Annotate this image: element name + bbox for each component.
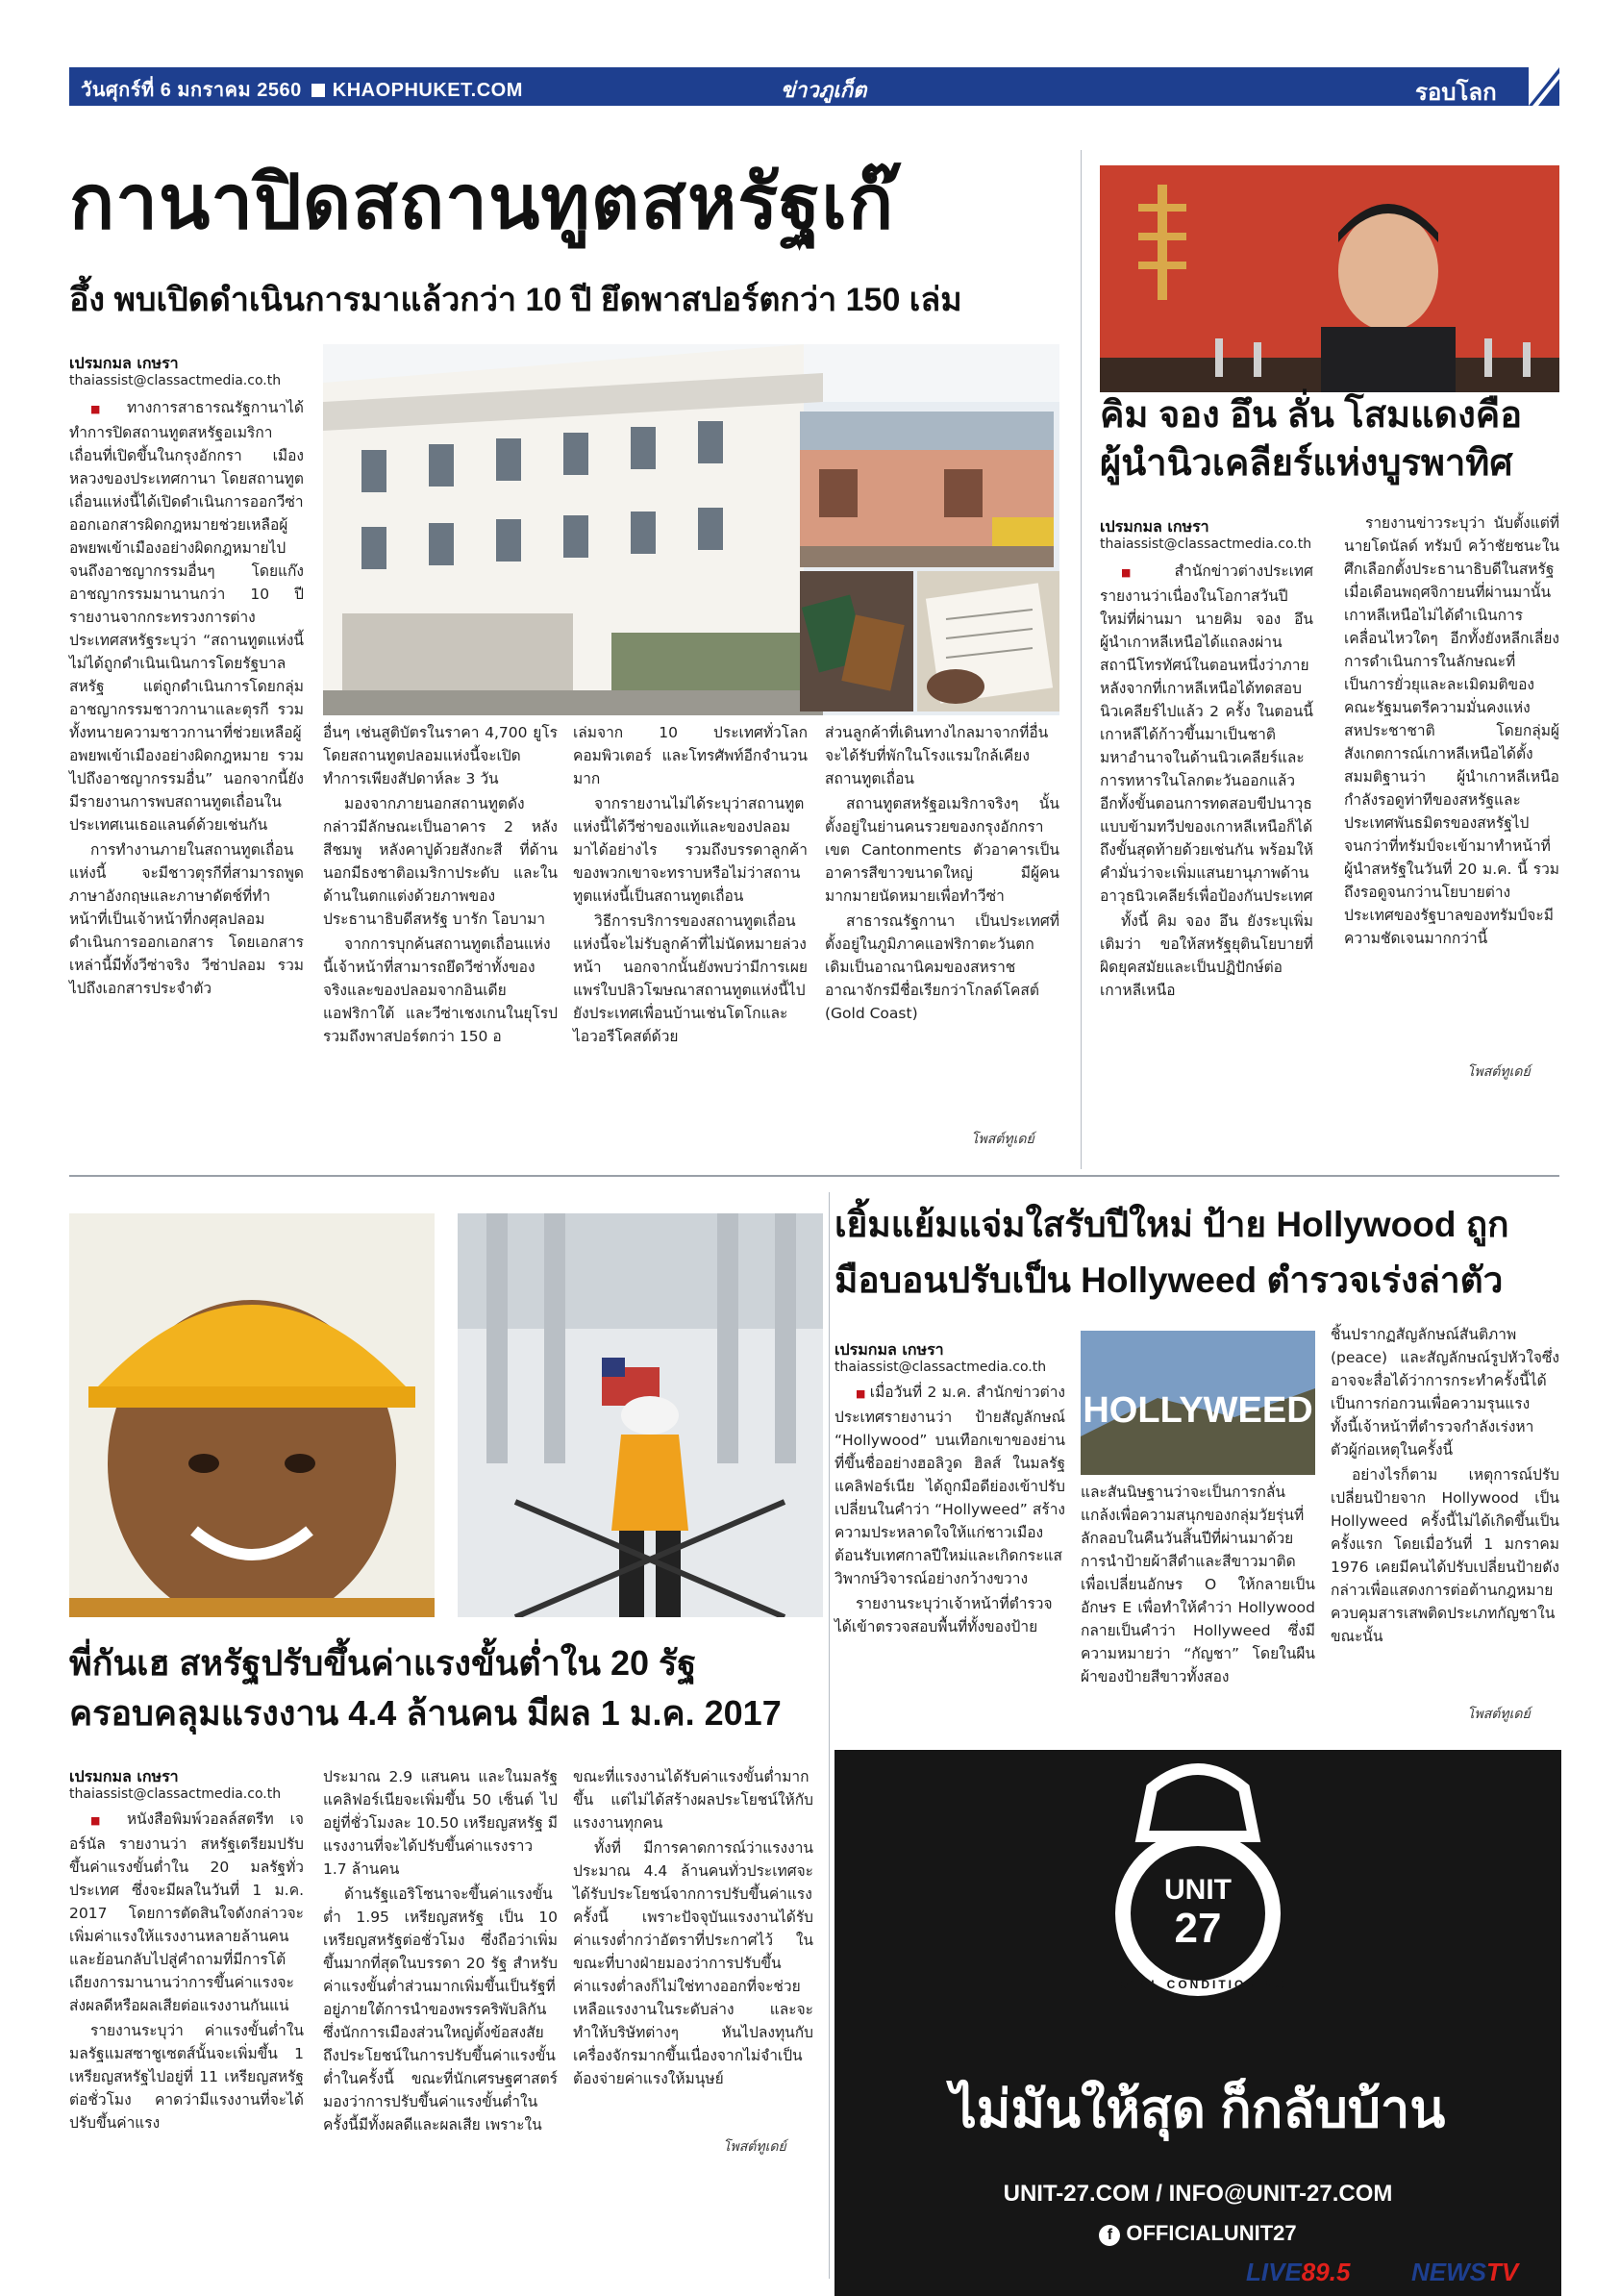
story4-column-1 bbox=[69, 1808, 304, 2136]
paragraph: ขณะที่แรงงานได้รับค่าแรงขั้นต่ำมากขึ้น แต่ไม่ได้สร้างผลประโยชน์ให้กับแรงงานทุกคน bbox=[573, 1768, 813, 1832]
live-logo-frequency: 89.5 bbox=[1301, 2258, 1351, 2286]
pink-house-photo bbox=[800, 412, 1054, 567]
live-logo-text: LIVE bbox=[1246, 2258, 1302, 2286]
issue-date bbox=[81, 74, 523, 105]
worker-helmet-photo bbox=[69, 1213, 435, 1617]
story3-headline-line1: เยิ้มแย้มแจ่มใสรับปีใหม่ ป้าย Hollywood ถูก bbox=[834, 1205, 1509, 1244]
site-name[interactable]: KHAOPHUKET.COM bbox=[332, 80, 523, 101]
paragraph: ■ เมื่อวันที่ 2 ม.ค. สำนักข่าวต่างประเทศรายงานว่า ป้ายสัญลักษณ์ “Hollywood” บนเทือกเขาของย่านที่ขึ้นชื่ออย่างฮอลิวูด ฮิลส์ ในมลรัฐแคลิฟอร์เนีย ได้ถูกมือดีย่องเข้าปรับเปลี่ยนในคำว่า “Hollyweed” สร้างความประหลาดใจให้แก่ชาวเมืองต้อนรับเทศกาลปีใหม่และเกิดกระแสวิพากษ์วิจารณ์อย่างกว้างขวาง bbox=[834, 1381, 1065, 1590]
paragraph: ส่วนลูกค้าที่เดินทางไกลมาจากที่อื่นจะได้รับที่พักในโรงแรมใกล้เคียงสถานทูตเถื่อน bbox=[825, 724, 1049, 787]
story4-headline-line1: พี่กันเฮ สหรัฐปรับขึ้นค่าแรงขั้นต่ำใน 20 รัฐ bbox=[69, 1643, 697, 1683]
story1-column-1 bbox=[69, 396, 304, 1002]
section-divider bbox=[69, 1175, 1559, 1177]
story4-headline-line2: ครอบคลุมแรงงาน 4.4 ล้านคน มีผล 1 ม.ค. 2017 bbox=[69, 1693, 782, 1733]
unit27-brand-top: UNIT bbox=[1164, 1874, 1232, 1906]
news-tv-logo bbox=[1411, 2258, 1518, 2287]
corner-arrow-icon bbox=[1529, 67, 1559, 106]
hollyweed-sign-photo bbox=[1081, 1331, 1315, 1475]
ad-slogan: ไม่มันให้สุด ก็กลับบ้าน bbox=[950, 2081, 1446, 2138]
facebook-handle: OFFICIALUNIT27 bbox=[1126, 2221, 1297, 2245]
facebook-icon: f bbox=[1099, 2225, 1120, 2246]
kim-jong-un-photo bbox=[1100, 165, 1559, 392]
story1-subhead: อึ้ง พบเปิดดำเนินการมาแล้วกว่า 10 ปี ยึดพาสปอร์ตกว่า 150 เล่ม bbox=[69, 282, 962, 318]
story2-byline-email[interactable]: thaiassist@classactmedia.co.th bbox=[1100, 537, 1312, 552]
date-text: วันศุกร์ที่ 6 มกราคม 2560 bbox=[81, 80, 302, 101]
story3-credit: โพสต์ทูเดย์ bbox=[1467, 1707, 1531, 1722]
story1-credit: โพสต์ทูเดย์ bbox=[971, 1132, 1034, 1147]
paragraph: มองจากภายนอกสถานทูตดังกล่าวมีลักษณะเป็นอาคาร 2 หลังสีชมพู หลังคาปูด้วยสังกะสี ที่ด้านนอกมีธงชาติอเมริกาประดับ และในด้านในตกแต่งด้วยภาพของประธานาธิบดีสหรัฐ บารัก โอบามา bbox=[323, 795, 558, 928]
live-radio-logo bbox=[1246, 2258, 1350, 2287]
story1-column-4 bbox=[825, 721, 1059, 1027]
unit27-ring-text: TOTAL CONDITIONING bbox=[1108, 1978, 1287, 1991]
story1-byline-name: เปรมกมล เกษรา bbox=[69, 354, 179, 372]
story3-column-3 bbox=[1331, 1323, 1559, 1650]
news-logo-tv: TV bbox=[1486, 2258, 1519, 2286]
documents-photo bbox=[917, 571, 1059, 711]
ad-website[interactable]: UNIT-27.COM / INFO@UNIT-27.COM bbox=[1003, 2181, 1393, 2207]
unit27-advertisement[interactable] bbox=[834, 1750, 1561, 2296]
unit27-kettlebell-logo-icon bbox=[834, 1750, 1561, 2058]
paragraph: วิธีการบริการของสถานทูตเถื่อนแห่งนี้จะไม่รับลูกค้าที่ไม่นัดหมายล่วงหน้า นอกจากนั้นยังพบว่ามีการเผยแพร่ใบปลิวโฆษณาสถานทูตแห่งนี้ไปยังประเทศเพื่อนบ้านเช่นโตโกและไอวอรีโคสต์ด้วย bbox=[573, 912, 808, 1045]
paragraph: ด้านรัฐแอริโซนาจะขึ้นค่าแรงขั้นต่ำ 1.95 เหรียญสหรัฐ เป็น 10 เหรียญสหรัฐต่อชั่วโมง ซึ่งถือว่าเพิ่มขึ้นมากที่สุดในบรรดา 20 รัฐ สำหรับค่าแรงขั้นต่ำส่วนมากเพิ่มขึ้นเป็นรัฐที่อยู่ภายใต้การนำของพรรคริพับลิกัน ซึ่งนักการเมืองส่วนใหญ่ตั้งข้อสงสัยถึงประโยชน์ในการปรับขึ้นค่าแรงขั้นต่ำในครั้งนี้ ขณะที่นักเศรษฐศาสตร์มองว่าการปรับขึ้นค่าแรงขั้นต่ำในครั้งนี้มีทั้งผลดีและผลเสีย เพราะใน bbox=[323, 1885, 558, 2134]
story3-column-2 bbox=[1081, 1481, 1315, 1690]
story4-column-2 bbox=[323, 1765, 558, 2138]
story4-byline-email[interactable]: thaiassist@classactmedia.co.th bbox=[69, 1786, 282, 1802]
paragraph: อื่นๆ เช่นสูติบัตรในราคา 4,700 ยูโร โดยสถานทูตปลอมแห่งนี้จะเปิดทำการเพียงสัปดาห์ละ 3 วัน bbox=[323, 724, 558, 787]
paragraph: ทั้งที่ มีการคาดการณ์ว่าแรงงานประมาณ 4.4 ล้านคนทั่วประเทศจะได้รับประโยชน์จากการปรับขึ้นค่าแรงครั้งนี้ เพราะปัจจุบันแรงงานได้รับค่าแรงต่ำกว่าอัตราที่ประกาศไว้ ในขณะที่บางฝ่ายมองว่าการปรับขึ้นค่าแรงต่ำลงก็ไม่ใช่ทางออกที่จะช่วยเหลือแรงงานในระดับล่าง และจะทำให้บริษัทต่างๆ หันไปลงทุนกับเครื่องจักรมากขึ้นเนื่องจากไม่จำเป็นต้องจ่ายค่าแรงให้มนุษย์ bbox=[573, 1839, 813, 2087]
story2-headline-line1: คิม จอง อึน ลั่น โสมแดงคือ bbox=[1100, 395, 1523, 436]
passports-photo bbox=[800, 571, 913, 711]
story2-column-1 bbox=[1100, 560, 1313, 1004]
story1-column-3 bbox=[573, 721, 808, 1050]
paragraph: อย่างไรก็ตาม เหตุการณ์ปรับเปลี่ยนป้ายจาก Hollywood เป็น Hollyweed ครั้งนี้ไม่ได้เกิดขึ้นเป็นครั้งแรก โดยเมื่อวันที่ 1 มกราคม 1976 เคยมีคนได้ปรับเปลี่ยนป้ายดังกล่าวเพื่อแสดงการต่อต้านกฎหมายควบคุมสารเสพติดประเภทกัญชาในขณะนั้น bbox=[1331, 1466, 1559, 1645]
unit27-brand-number: 27 bbox=[1174, 1905, 1222, 1952]
story2-byline-name: เปรมกมล เกษรา bbox=[1100, 517, 1209, 536]
story4-column-3 bbox=[573, 1765, 813, 2092]
paragraph: ชิ้นปรากฏสัญลักษณ์สันติภาพ (peace) และสัญลักษณ์รูปหัวใจซึ่งอาจจะสื่อได้ว่าการกระทำครั้งนี้ได้เป็นการก่อกวนเพื่อความรุนแรง ทั้งนี้เจ้าหน้าที่ตำรวจกำลังเร่งหาตัวผู้ก่อเหตุในครั้งนี้ bbox=[1331, 1326, 1559, 1459]
story3-headline-line2: มือบอนปรับเป็น Hollyweed ตำรวจเร่งล่าตัว bbox=[834, 1260, 1504, 1300]
paragraph: จากรายงานไม่ได้ระบุว่าสถานทูตแห่งนี้ได้วีซ่าของแท้และของปลอมมาได้อย่างไร รวมถึงบรรดาลูกค้าของพวกเขาจะทราบหรือไม่ว่าสถานทูตแห่งนี้เป็นสถานทูตเถื่อน bbox=[573, 795, 808, 905]
story2-column-2 bbox=[1344, 512, 1559, 952]
paragraph: รายงานข่าวระบุว่า นับตั้งแต่ที่นายโดนัลด์ ทรัมป์ คว้าชัยชนะในศึกเลือกตั้งประธานาธิบดีในสหรัฐเมื่อเดือนพฤศจิกายนที่ผ่านมานั้นเกาหลีเหนือไม่ได้ดำเนินการเคลื่อนไหวใดๆ อีกทั้งยังหลีกเลี่ยงการดำเนินการในลักษณะที่เป็นการยั่วยุและละเมิดมติของคณะรัฐมนตรีความมั่นคงแห่งสหประชาชาติ โดยกลุ่มผู้สังเกตการณ์เกาหลีเหนือได้ตั้งสมมติฐานว่า ผู้นำเกาหลีเหนือกำลังรอดูท่าทีของสหรัฐและประเทศพันธมิตรของสหรัฐไปจนกว่าที่ทรัมป์จะเข้ามาทำหน้าที่ผู้นำสหรัฐในวันที่ 20 ม.ค. นี้ รวมถึงรอดูจนกว่านโยบายต่างประเทศของรัฐบาลของทรัมป์จะมีความชัดเจนมากกว่านี้ bbox=[1344, 514, 1559, 947]
paragraph: รายงานระบุว่าเจ้าหน้าที่ตำรวจได้เข้าตรวจสอบพื้นที่ทั้งของป้าย bbox=[834, 1595, 1053, 1635]
story4-byline-name: เปรมกมล เกษรา bbox=[69, 1767, 179, 1785]
paragraph: ■ ทางการสาธารณรัฐกานาได้ทำการปิดสถานทูตสหรัฐอเมริกาเถื่อนที่เปิดขึ้นในกรุงอักกรา เมืองหลวงของประเทศกานา โดยสถานทูตเถื่อนแห่งนี้ได้เปิดดำเนินการออกวีซ่า ออกเอกสารผิดกฎหมายช่วยเหลือผู้อพยพเข้าเมืองอย่างผิดกฎหมายไปจนถึงอาชญากรรมอื่นๆ โดยแก๊งอาชญากรรมมานานกว่า 10 ปี รายงานจากกระทรวงการต่างประเทศสหรัฐระบุว่า “สถานทูตแห่งนี้ไม่ได้ถูกดำเนินเนินการโดยรัฐบาลสหรัฐ แต่ถูกดำเนินการโดยกลุ่มอาชญากรรมชาวกานาและตุรกี รวมทั้งทนายความชาวกานาที่ช่วยเหลือผู้อพยพเข้าเมืองอย่างผิดกฎหมาย รวมไปถึงอาชญากรรมอื่น” นอกจากนี้ยังมีรายงานการพบสถานทูตเถื่อนในประเทศเนเธอแลนด์ด้วยเช่นกัน bbox=[69, 396, 304, 836]
story3-byline-email[interactable]: thaiassist@classactmedia.co.th bbox=[834, 1360, 1047, 1375]
hollyweed-sign-text: HOLLYWEED bbox=[1083, 1390, 1313, 1431]
paragraph: จากการบุกค้นสถานทูตเถื่อนแห่งนี้เจ้าหน้าที่สามารถยึดวีซ่าทั้งของจริงและของปลอมจากอินเดีย แอฟริกาใต้ และวีซ่าเชงเกนในยุโรป รวมถึงพาสปอร์ตกว่า 150 อ bbox=[323, 936, 558, 1045]
story2-headline-line2: ผู้นำนิวเคลียร์แห่งบูรพาทิศ bbox=[1100, 443, 1513, 484]
story3-byline-name: เปรมกมล เกษรา bbox=[834, 1340, 944, 1359]
header-bar bbox=[69, 67, 1531, 106]
news-logo-text: NEWS bbox=[1411, 2258, 1486, 2286]
paragraph: สาธารณรัฐกานา เป็นประเทศที่ตั้งอยู่ในภูมิภาคแอฟริกาตะวันตก เดิมเป็นอาณานิคมของสหราชอาณาจักรมีชื่อเรียกว่าโกลด์โคสต์ (Gold Coast) bbox=[825, 912, 1059, 1022]
story2-credit: โพสต์ทูเดย์ bbox=[1467, 1064, 1531, 1080]
story1-byline-email[interactable]: thaiassist@classactmedia.co.th bbox=[69, 373, 282, 388]
paragraph: ทั้งนี้ คิม จอง อึน ยังระบุเพิ่มเติมว่า ขอให้สหรัฐยุตินโยบายที่ผิดยุคสมัยและเป็นปฏิปักษ์ต่อเกาหลีเหนือ bbox=[1100, 912, 1313, 999]
story4-credit: โพสต์ทูเดย์ bbox=[723, 2139, 786, 2155]
paragraph: รายงานระบุว่า ค่าแรงขั้นต่ำในมลรัฐแมสซาชูเซตส์นั้นจะเพิ่มขึ้น 1 เหรียญสหรัฐไปอยู่ที่ 11 เหรียญสหรัฐต่อชั่วโมง คาดว่ามีแรงงานที่จะได้ปรับขึ้นค่าแรง bbox=[69, 2022, 304, 2132]
column-divider bbox=[1081, 150, 1082, 1169]
paragraph: ■ สำนักข่าวต่างประเทศรายงานว่าเนื่องในโอกาสวันปีใหม่ที่ผ่านมา นายคิม จอง อึน ผู้นำเกาหลีเหนือได้แถลงผ่านสถานีโทรทัศน์ในตอนหนึ่งว่าภายหลังจากที่เกาหลีเหนือได้ทดสอบนิวเคลียร์ไปแล้ว 2 ครั้ง ในตอนนี้ เกาหลีได้ก้าวขึ้นมาเป็นชาติมหาอำนาจในด้านนิวเคลียร์และการทหารในโลกตะวันออกแล้ว อีกทั้งขั้นตอนการทดสอบขีปนาวุธแบบข้ามทวีปของเกาหลีเหนือก็ได้ถึงขั้นสุดท้ายด้วยเช่นกัน พร้อมให้คำมั่นว่าจะเพิ่มแสนยานุภาพด้านอาวุธนิวเคลียร์เพื่อป้องกันประเทศ bbox=[1100, 560, 1313, 908]
story1-column-2 bbox=[323, 721, 558, 1050]
paragraph: และสันนิษฐานว่าจะเป็นการกลั่นแกล้งเพื่อความสนุกของกลุ่มวัยรุ่นที่ลักลอบในคืนวันสิ้นปีที่ผ่านมาด้วยการนำป้ายผ้าสีดำและสีขาวมาติดเพื่อเปลี่ยนอักษร O ให้กลายเป็นอักษร E เพื่อทำให้คำว่า Hollywood กลายเป็นคำว่า Hollyweed ซึ่งมีความหมายว่า “กัญชา” โดยในผืนผ้าของป้ายสีขาวทั้งสอง bbox=[1081, 1484, 1315, 1685]
separator-square bbox=[311, 84, 325, 97]
section-title: รอบโลก bbox=[1415, 79, 1497, 106]
column-divider bbox=[829, 1192, 830, 2279]
paragraph: ■ หนังสือพิมพ์วอลล์สตรีท เจอร์นัล รายงานว่า สหรัฐเตรียมปรับขึ้นค่าแรงขั้นต่ำใน 20 มลรัฐทั่วประเทศ ซึ่งจะมีผลในวันที่ 1 ม.ค. 2017 โดยการตัดสินใจดังกล่าวจะเพิ่มค่าแรงให้แรงงานหลายล้านคน และย้อนกลับไปสู่คำถามที่มีการโต้เถียงการมานานว่าการขึ้นค่าแรงจะส่งผลดีหรือผลเสียต่อแรงงานกันแน่ bbox=[69, 1808, 304, 2017]
paragraph: สถานทูตสหรัฐอเมริกาจริงๆ นั้นตั้งอยู่ในย่านคนรวยของกรุงอักกรา เขต Cantonments ตัวอาคารเป็นอาคารสีขาวขนาดใหญ่ มีผู้คนมากมายนัดหมายเพื่อทำวีซ่า bbox=[825, 795, 1059, 905]
story1-headline: กานาปิดสถานทูตสหรัฐเก๊ bbox=[69, 160, 895, 244]
story3-column-1 bbox=[834, 1381, 1065, 1640]
paragraph: เล่มจาก 10 ประเทศทั่วโลก คอมพิวเตอร์ และโทรศัพท์อีกจำนวนมาก bbox=[573, 724, 808, 787]
paragraph: การทำงานภายในสถานทูตเถื่อนแห่งนี้ จะมีชาวตุรกีที่สามารถพูดภาษาอังกฤษและภาษาดัตช์ที่ทำหน้าที่เป็นเจ้าหน้าที่กงศุลปลอม ดำเนินการออกเอกสาร โดยเอกสารเหล่านี้มีทั้งวีซ่าจริง วีซ่าปลอม รวมไปถึงเอกสารประจำตัว bbox=[69, 841, 304, 997]
paragraph: ประมาณ 2.9 แสนคน และในมลรัฐแคลิฟอร์เนียจะเพิ่มขึ้น 50 เซ็นต์ ไปอยู่ที่ชั่วโมงละ 10.50 เหรียญสหรัฐ มีแรงงานที่จะได้ปรับขึ้นค่าแรงราว 1.7 ล้านคน bbox=[323, 1768, 558, 1878]
capitol-worker-photo bbox=[458, 1213, 823, 1617]
masthead-logo: ข่าวภูเก็ต bbox=[781, 78, 867, 103]
ad-facebook[interactable] bbox=[834, 2221, 1561, 2246]
